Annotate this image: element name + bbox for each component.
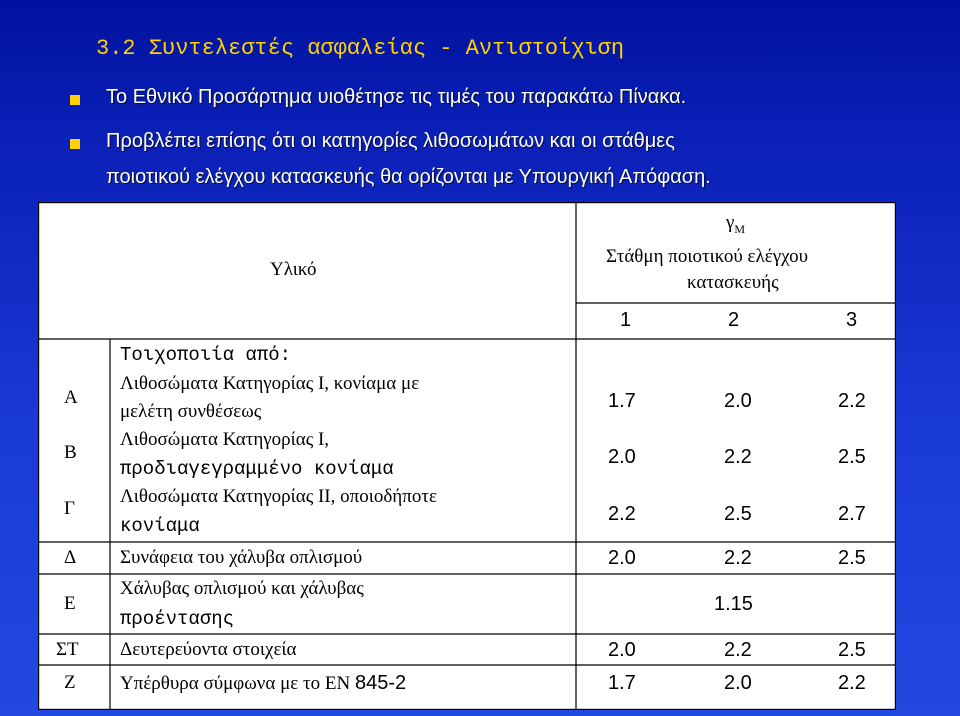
row-code: Β [64,442,77,463]
row-value-2: 2.0 [724,390,752,412]
row-code: Δ [64,547,77,568]
row-code: ΣΤ [56,639,79,660]
row-desc-line2: προδιαγεγραμμένο κονίαμα [120,458,394,480]
row-value-2: 2.5 [724,503,752,525]
bullet-text: Προβλέπει επίσης ότι οι κατηγορίες λιθοσωμάτων και οι στάθμες [106,130,675,152]
row-desc-line1: Λιθοσώματα Κατηγορίας ΙΙ, οποιοδήποτε [120,486,437,507]
square-bullet-icon [70,95,80,105]
row-value-1: 2.0 [608,547,636,569]
gamma-symbol: γ [726,212,735,233]
row-desc-line1: Χάλυβας οπλισμού και χάλυβας [120,578,364,599]
row-desc-text: Υπέρθυρα σύμφωνα με το ΕΝ [120,673,355,694]
row-code: Α [64,387,78,408]
row-value-2: 2.2 [724,547,752,569]
row-value-3: 2.2 [838,672,866,694]
header-class-3: 3 [846,309,858,331]
row-value-2: 2.2 [724,446,752,468]
header-level: Στάθμη ποιοτικού ελέγχου [606,246,809,267]
row-desc-line1: Λιθοσώματα Κατηγορίας Ι, [120,429,330,450]
row-value-1: 1.7 [608,390,636,412]
square-bullet-icon [70,139,80,149]
slide-title: 3.2 Συντελεστές ασφαλείας - Αντιστοίχιση [96,36,625,61]
row-desc-line1: Λιθοσώματα Κατηγορίας Ι, κονίαμα με [120,373,420,394]
row-value-2: 2.2 [724,639,752,661]
row-value-3: 2.7 [838,503,866,525]
header-material: Υλικό [270,259,317,280]
row-desc-line2: μελέτη συνθέσεως [120,401,262,422]
row-desc-line2: κονίαμα [120,515,200,537]
header-class-2: 2 [728,309,740,331]
row-desc-standard: 845-2 [354,672,407,694]
row-value-2: 2.0 [724,672,752,694]
row-value-1: 1.7 [608,672,636,694]
row-desc-line1: Συνάφεια του χάλυβα οπλισμού [120,547,363,568]
row-code: Ζ [64,672,76,693]
header-gamma [726,212,745,237]
row-value-1: 2.0 [608,446,636,468]
bullet-text: Το Εθνικό Προσάρτημα υιοθέτησε τις τιμές του παρακάτω Πίνακα. [106,86,687,108]
gamma-subscript: M [734,221,746,236]
row-value-3: 2.5 [838,547,866,569]
row-desc-line1: Δευτερεύοντα στοιχεία [120,639,297,660]
row-code: Γ [64,498,75,519]
masonry-label: Τοιχοποιία από: [120,344,292,366]
row-value-3: 2.5 [838,639,866,661]
row-value-single: 1.15 [714,593,753,615]
header-level-2: κατασκευής [687,272,779,293]
row-value-3: 2.2 [838,390,866,412]
safety-factors-table [38,202,896,710]
bullet-text-continuation: ποιοτικού ελέγχου κατασκευής θα ορίζονται με Υπουργική Απόφαση. [106,166,711,188]
row-desc-line2: προέντασης [120,608,235,630]
header-class-1: 1 [620,309,632,331]
row-desc-line1 [120,672,406,695]
row-value-3: 2.5 [838,446,866,468]
row-value-1: 2.0 [608,639,636,661]
row-value-1: 2.2 [608,503,636,525]
row-code: Ε [64,593,76,614]
